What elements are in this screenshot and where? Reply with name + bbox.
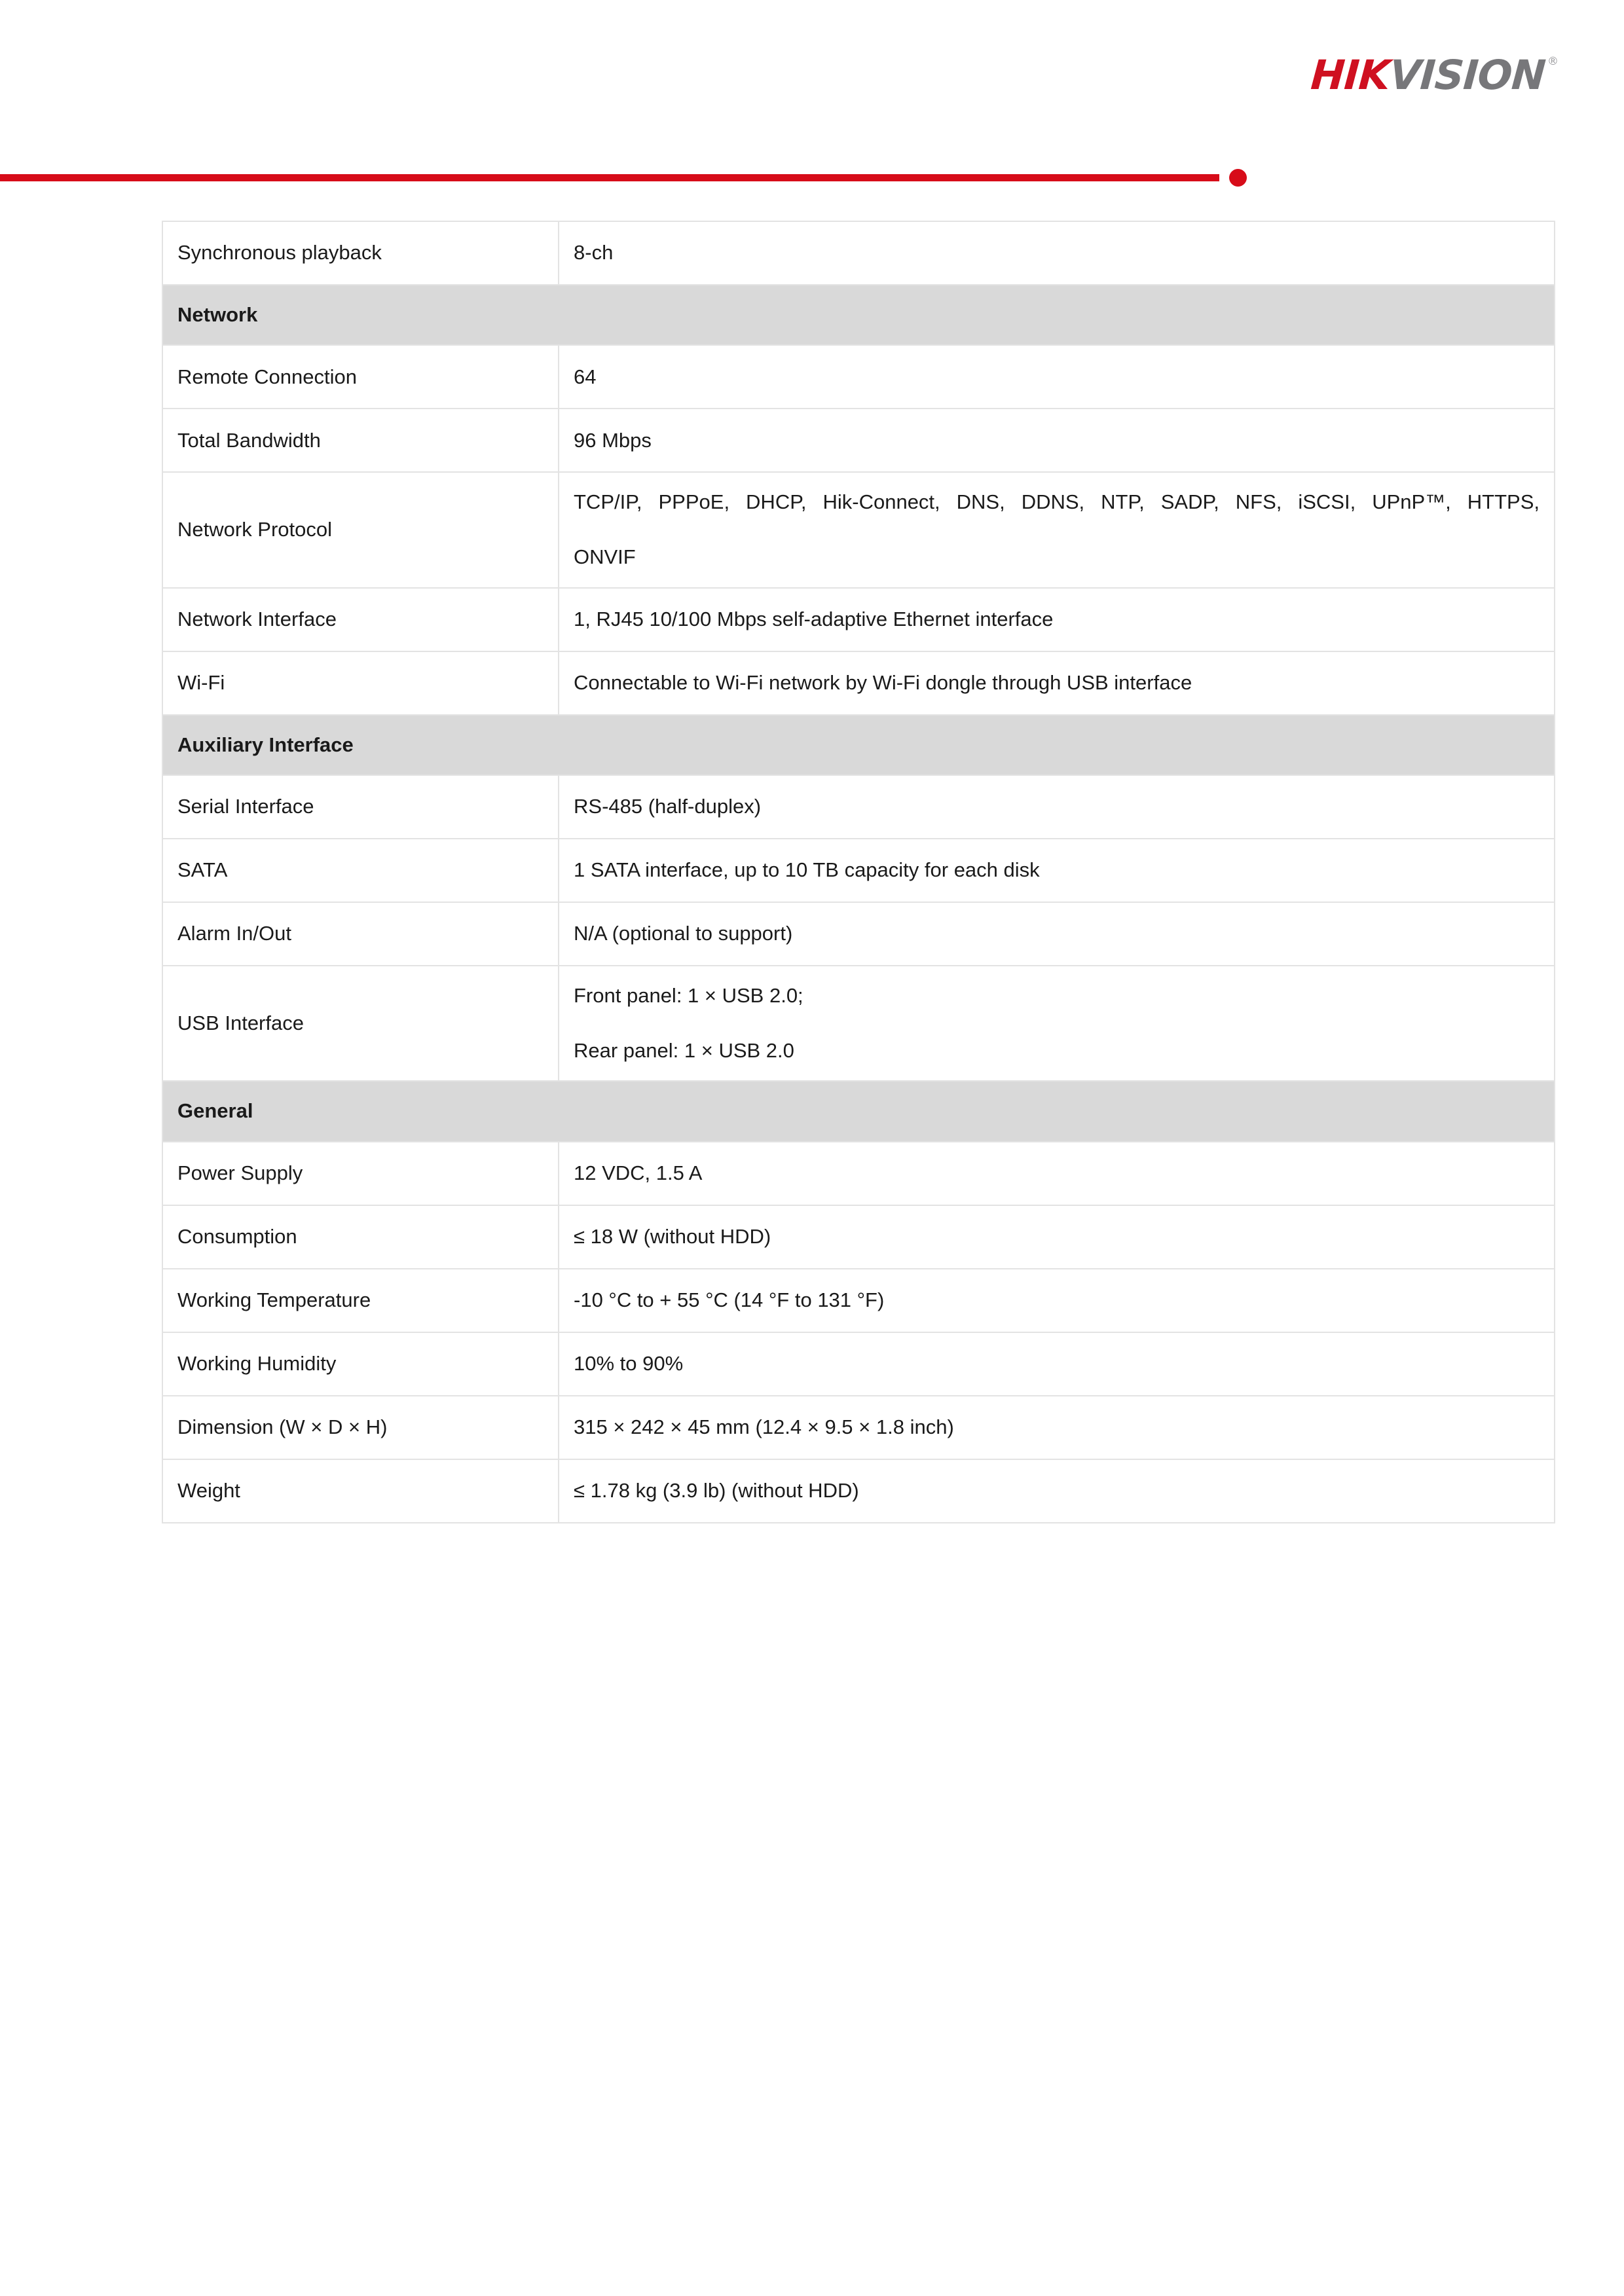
specification-table xyxy=(162,221,1555,1523)
table-row xyxy=(162,651,1555,715)
spec-label: Consumption xyxy=(162,1205,559,1269)
spec-label: Power Supply xyxy=(162,1142,559,1205)
spec-label: Alarm In/Out xyxy=(162,902,559,966)
table-section-header-row xyxy=(162,285,1555,345)
spec-label: USB Interface xyxy=(162,966,559,1081)
table-row xyxy=(162,588,1555,651)
spec-value-line: Rear panel: 1 × USB 2.0 xyxy=(574,1039,794,1063)
spec-value: RS-485 (half-duplex) xyxy=(559,775,1555,839)
section-header-label: Network xyxy=(162,285,1555,345)
specification-table-body xyxy=(162,221,1555,1523)
table-row xyxy=(162,472,1555,587)
spec-value: 315 × 242 × 45 mm (12.4 × 9.5 × 1.8 inch) xyxy=(559,1396,1555,1459)
registered-trademark-icon: ® xyxy=(1547,55,1559,68)
spec-label: Working Temperature xyxy=(162,1269,559,1332)
section-header-label: General xyxy=(162,1081,1555,1141)
specification-table-container xyxy=(162,221,1554,1523)
spec-value: 1 SATA interface, up to 10 TB capacity for each disk xyxy=(559,839,1555,902)
spec-label: Remote Connection xyxy=(162,345,559,409)
spec-value: 10% to 90% xyxy=(559,1332,1555,1396)
spec-label: SATA xyxy=(162,839,559,902)
table-row xyxy=(162,1459,1555,1523)
spec-value-line: TCP/IP, PPPoE, DHCP, Hik-Connect, DNS, DDNS, NTP, SADP, NFS, iSCSI, UPnP™, HTTPS, xyxy=(574,490,1540,514)
spec-value: ≤ 1.78 kg (3.9 lb) (without HDD) xyxy=(559,1459,1555,1523)
spec-value: 8-ch xyxy=(559,221,1555,285)
table-row xyxy=(162,1269,1555,1332)
section-header-label: Auxiliary Interface xyxy=(162,715,1555,775)
spec-label: Serial Interface xyxy=(162,775,559,839)
spec-label: Total Bandwidth xyxy=(162,409,559,472)
table-row xyxy=(162,1142,1555,1205)
page-header xyxy=(0,0,1624,196)
spec-value xyxy=(559,966,1555,1081)
spec-value: 1, RJ45 10/100 Mbps self-adaptive Ethernet interface xyxy=(559,588,1555,651)
spec-label: Working Humidity xyxy=(162,1332,559,1396)
spec-value: N/A (optional to support) xyxy=(559,902,1555,966)
table-row xyxy=(162,1396,1555,1459)
table-row xyxy=(162,839,1555,902)
spec-value: ≤ 18 W (without HDD) xyxy=(559,1205,1555,1269)
spec-value xyxy=(559,472,1555,587)
spec-value-line: Front panel: 1 × USB 2.0; xyxy=(574,983,803,1007)
table-row xyxy=(162,1205,1555,1269)
spec-value: Connectable to Wi-Fi network by Wi-Fi dongle through USB interface xyxy=(559,651,1555,715)
spec-label: Dimension (W × D × H) xyxy=(162,1396,559,1459)
table-section-header-row xyxy=(162,715,1555,775)
spec-label: Synchronous playback xyxy=(162,221,559,285)
spec-label: Network Interface xyxy=(162,588,559,651)
spec-label: Wi-Fi xyxy=(162,651,559,715)
table-row xyxy=(162,902,1555,966)
header-divider-rule xyxy=(0,174,1219,181)
logo-vision-text: VISION xyxy=(1388,51,1547,99)
spec-label: Network Protocol xyxy=(162,472,559,587)
table-row xyxy=(162,409,1555,472)
spec-value-line: ONVIF xyxy=(574,545,636,569)
logo-hik-text: HIK xyxy=(1309,51,1392,99)
table-row xyxy=(162,221,1555,285)
table-section-header-row xyxy=(162,1081,1555,1141)
table-row xyxy=(162,775,1555,839)
table-row xyxy=(162,966,1555,1081)
spec-label: Weight xyxy=(162,1459,559,1523)
spec-value: 64 xyxy=(559,345,1555,409)
table-row xyxy=(162,1332,1555,1396)
spec-value: 12 VDC, 1.5 A xyxy=(559,1142,1555,1205)
spec-value: 96 Mbps xyxy=(559,409,1555,472)
hikvision-logo xyxy=(1309,51,1559,99)
header-accent-dot-icon xyxy=(1229,169,1247,187)
spec-value: -10 °C to + 55 °C (14 °F to 131 °F) xyxy=(559,1269,1555,1332)
table-row xyxy=(162,345,1555,409)
